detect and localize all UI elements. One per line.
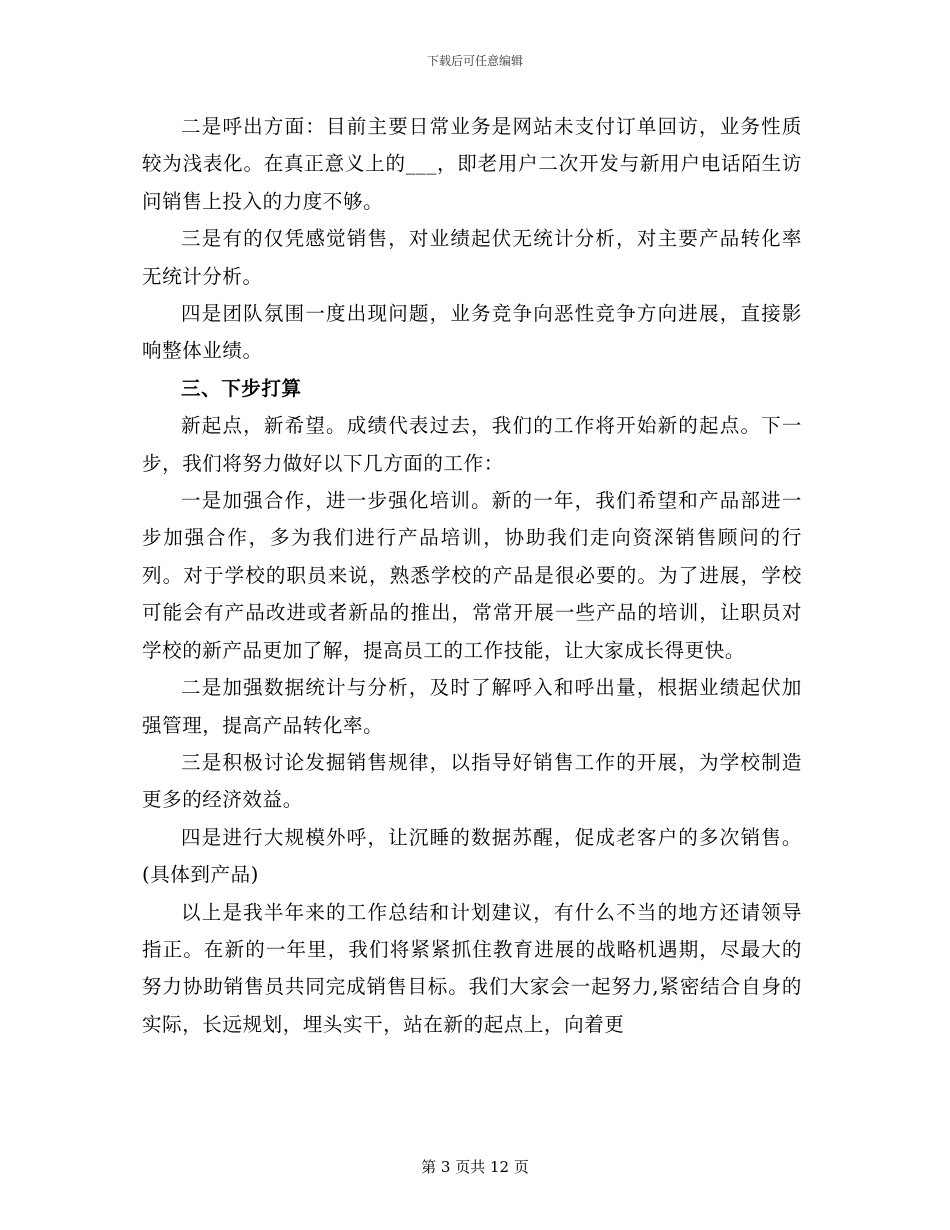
paragraph-outbound-calls: 二是呼出方面：目前主要日常业务是网站未支付订单回访，业务性质较为浅表化。在真正意义上的___，即老用户二次开发与新用户电话陌生访问销售上投入的力度不够。 bbox=[142, 115, 802, 213]
paragraph-feeling-based-sales: 三是有的仅凭感觉销售，对业绩起伏无统计分析，对主要产品转化率无统计分析。 bbox=[142, 227, 802, 288]
section-heading-next-steps: 三、下步打算 bbox=[181, 376, 302, 400]
paragraph-team-atmosphere: 四是团队氛围一度出现问题，业务竞争向恶性竞争方向进展，直接影响整体业绩。 bbox=[142, 302, 802, 363]
page-header: 下载后可任意编辑 bbox=[426, 54, 523, 68]
paragraph-data-analysis: 二是加强数据统计与分析，及时了解呼入和呼出量，根据业绩起伏加强管理，提高产品转化率。 bbox=[142, 676, 802, 737]
page-number-footer: 第 3 页共 12 页 bbox=[421, 1158, 529, 1176]
document-body bbox=[142, 108, 802, 1043]
paragraph-cooperation-training: 一是加强合作，进一步强化培训。新的一年，我们希望和产品部进一步加强合作，多为我们进行产品培训，协助我们走向资深销售顾问的行列。对于学校的职员来说，熟悉学校的产品是很必要的。为了进展，学校可能会有产品改进或者新品的推出，常常开展一些产品的培训，让职员对学校的新产品更加了解，提高员工的工作技能，让大家成长得更快。 bbox=[142, 489, 802, 662]
paragraph-conclusion: 以上是我半年来的工作总结和计划建议，有什么不当的地方还请领导指正。在新的一年里，我们将紧紧抓住教育进展的战略机遇期，尽最大的努力协助销售员共同完成销售目标。我们大家会一起努力,紧密结合自身的实际，长远规划，埋头实干，站在新的起点上，向着更 bbox=[142, 900, 802, 1036]
paragraph-outbound-campaign: 四是进行大规模外呼，让沉睡的数据苏醒，促成老客户的多次销售。(具体到产品) bbox=[142, 825, 802, 887]
paragraph-sales-rules: 三是积极讨论发掘销售规律，以指导好销售工作的开展，为学校制造更多的经济效益。 bbox=[142, 750, 802, 812]
paragraph-new-start: 新起点，新希望。成绩代表过去，我们的工作将开始新的起点。下一步，我们将努力做好以下几方面的工作： bbox=[142, 414, 802, 475]
